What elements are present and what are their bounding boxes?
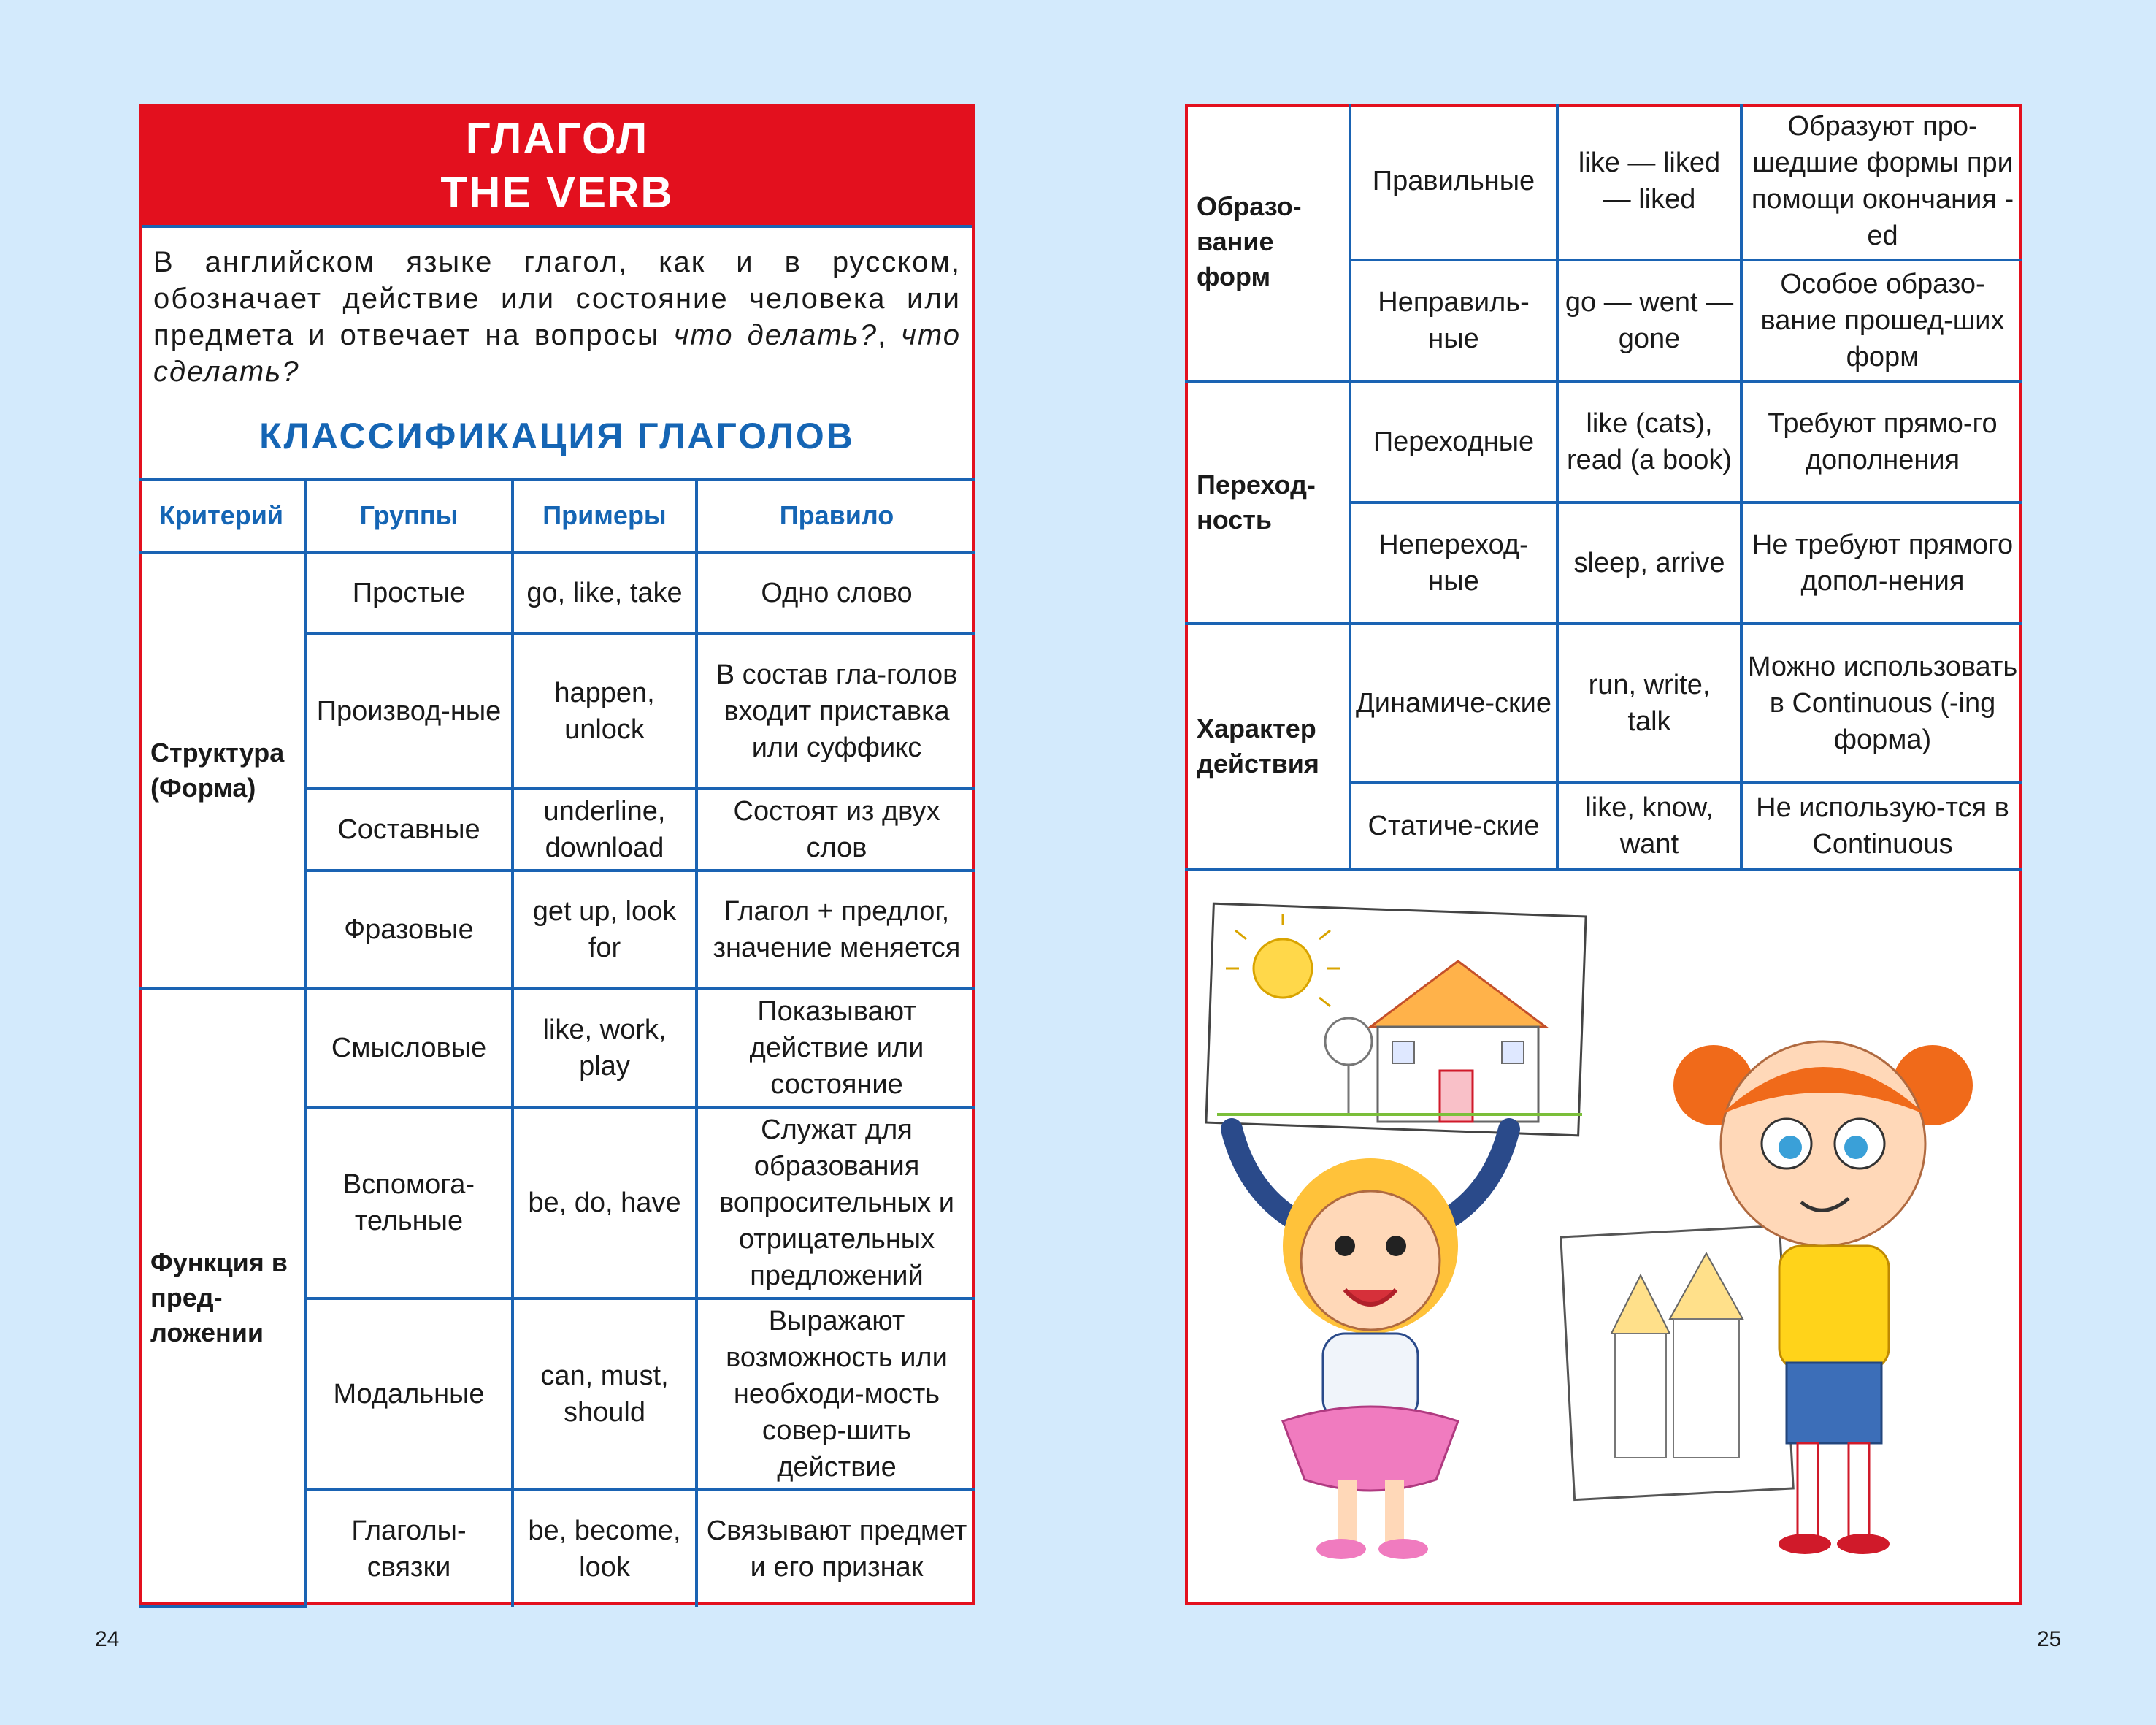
rule-cell: Можно использовать в Continuous (-ing форма) [1741, 624, 2022, 783]
rule-cell: Не использую-тся в Continuous [1741, 783, 2022, 869]
rule-cell: В состав гла-голов входит приставка или суффикс [697, 634, 975, 789]
rule-cell: Особое образо-вание прошед-ших форм [1741, 260, 2022, 381]
title-english: THE VERB [440, 168, 674, 217]
table-row [1185, 624, 2022, 783]
group-cell: Модальные [305, 1298, 513, 1490]
rule-cell: Показывают действие или состояние [697, 989, 975, 1107]
examples-cell: like — liked — liked [1557, 104, 1741, 260]
table-row [1185, 381, 2022, 502]
table-header-row [139, 479, 975, 552]
examples-cell: run, write, talk [1557, 624, 1741, 783]
criterion-action-type: Характер действия [1185, 624, 1350, 869]
examples-cell: go, like, take [513, 552, 697, 634]
header-examples: Примеры [513, 479, 697, 552]
criterion-transitivity: Переход-ность [1185, 381, 1350, 624]
title-russian: ГЛАГОЛ [465, 114, 649, 163]
criterion-formation: Образо-вание форм [1185, 104, 1350, 381]
table-row [139, 989, 975, 1107]
header-rule: Правило [697, 479, 975, 552]
castle-drawing [1561, 1225, 1793, 1499]
table-row [139, 552, 975, 634]
group-cell: Переходные [1350, 381, 1557, 502]
rule-cell: Одно слово [697, 552, 975, 634]
examples-cell: like, work, play [513, 989, 697, 1107]
intro-question-1: что делать? [673, 319, 878, 351]
examples-cell: sleep, arrive [1557, 502, 1741, 624]
header-groups: Группы [305, 479, 513, 552]
rule-cell: Глагол + предлог, значение меняется [697, 871, 975, 989]
rule-cell: Не требуют прямого допол-нения [1741, 502, 2022, 624]
group-cell: Глаголы-связки [305, 1490, 513, 1607]
house-drawing [1206, 903, 1586, 1136]
classification-table [139, 478, 975, 1608]
examples-cell: underline, download [513, 789, 697, 871]
rule-cell: Образуют про-шедшие формы при помощи окончания -ed [1741, 104, 2022, 260]
criterion-function: Функция в пред-ложении [139, 989, 305, 1607]
right-page [1185, 104, 2022, 1605]
children-drawings-illustration [1202, 895, 2006, 1567]
intro-paragraph [153, 244, 961, 390]
examples-cell: go — went — gone [1557, 260, 1741, 381]
page-number-left: 24 [95, 1627, 120, 1651]
page-number-right: 25 [2037, 1627, 2062, 1651]
examples-cell: happen, unlock [513, 634, 697, 789]
table-row [1185, 104, 2022, 260]
rule-cell: Требуют прямо-го дополнения [1741, 381, 2022, 502]
group-cell: Фразовые [305, 871, 513, 989]
group-cell: Динамиче-ские [1350, 624, 1557, 783]
group-cell: Составные [305, 789, 513, 871]
continuation-table [1185, 104, 2022, 871]
left-page [139, 104, 975, 1605]
group-cell: Правильные [1350, 104, 1557, 260]
intro-separator: , [878, 319, 902, 351]
intro-question-2: что сделать? [153, 319, 961, 388]
intro-text: В английском языке глагол, как и в русском, обозначает действие или состояние человека или предмета и отвечает на вопросы [153, 246, 961, 351]
group-cell: Непереход-ные [1350, 502, 1557, 624]
girl-blonde [1232, 1129, 1509, 1559]
header-criterion: Критерий [139, 479, 305, 552]
group-cell: Производ-ные [305, 634, 513, 789]
rule-cell: Связывают предмет и его признак [697, 1490, 975, 1607]
rule-cell: Служат для образования вопросительных и отрицательных предложений [697, 1107, 975, 1298]
examples-cell: like, know, want [1557, 783, 1741, 869]
title-bar [142, 107, 972, 228]
rule-cell: Выражают возможность или необходи-мость совер-шить действие [697, 1298, 975, 1490]
examples-cell: be, do, have [513, 1107, 697, 1298]
group-cell: Смысловые [305, 989, 513, 1107]
section-title: КЛАССИФИКАЦИЯ ГЛАГОЛОВ [259, 416, 855, 456]
group-cell: Неправиль-ные [1350, 260, 1557, 381]
examples-cell: can, must, should [513, 1298, 697, 1490]
examples-cell: like (cats), read (a book) [1557, 381, 1741, 502]
criterion-structure: Структура (Форма) [139, 552, 305, 989]
rule-cell: Состоят из двух слов [697, 789, 975, 871]
examples-cell: be, become, look [513, 1490, 697, 1607]
examples-cell: get up, look for [513, 871, 697, 989]
group-cell: Простые [305, 552, 513, 634]
group-cell: Статиче-ские [1350, 783, 1557, 869]
group-cell: Вспомога-тельные [305, 1107, 513, 1298]
